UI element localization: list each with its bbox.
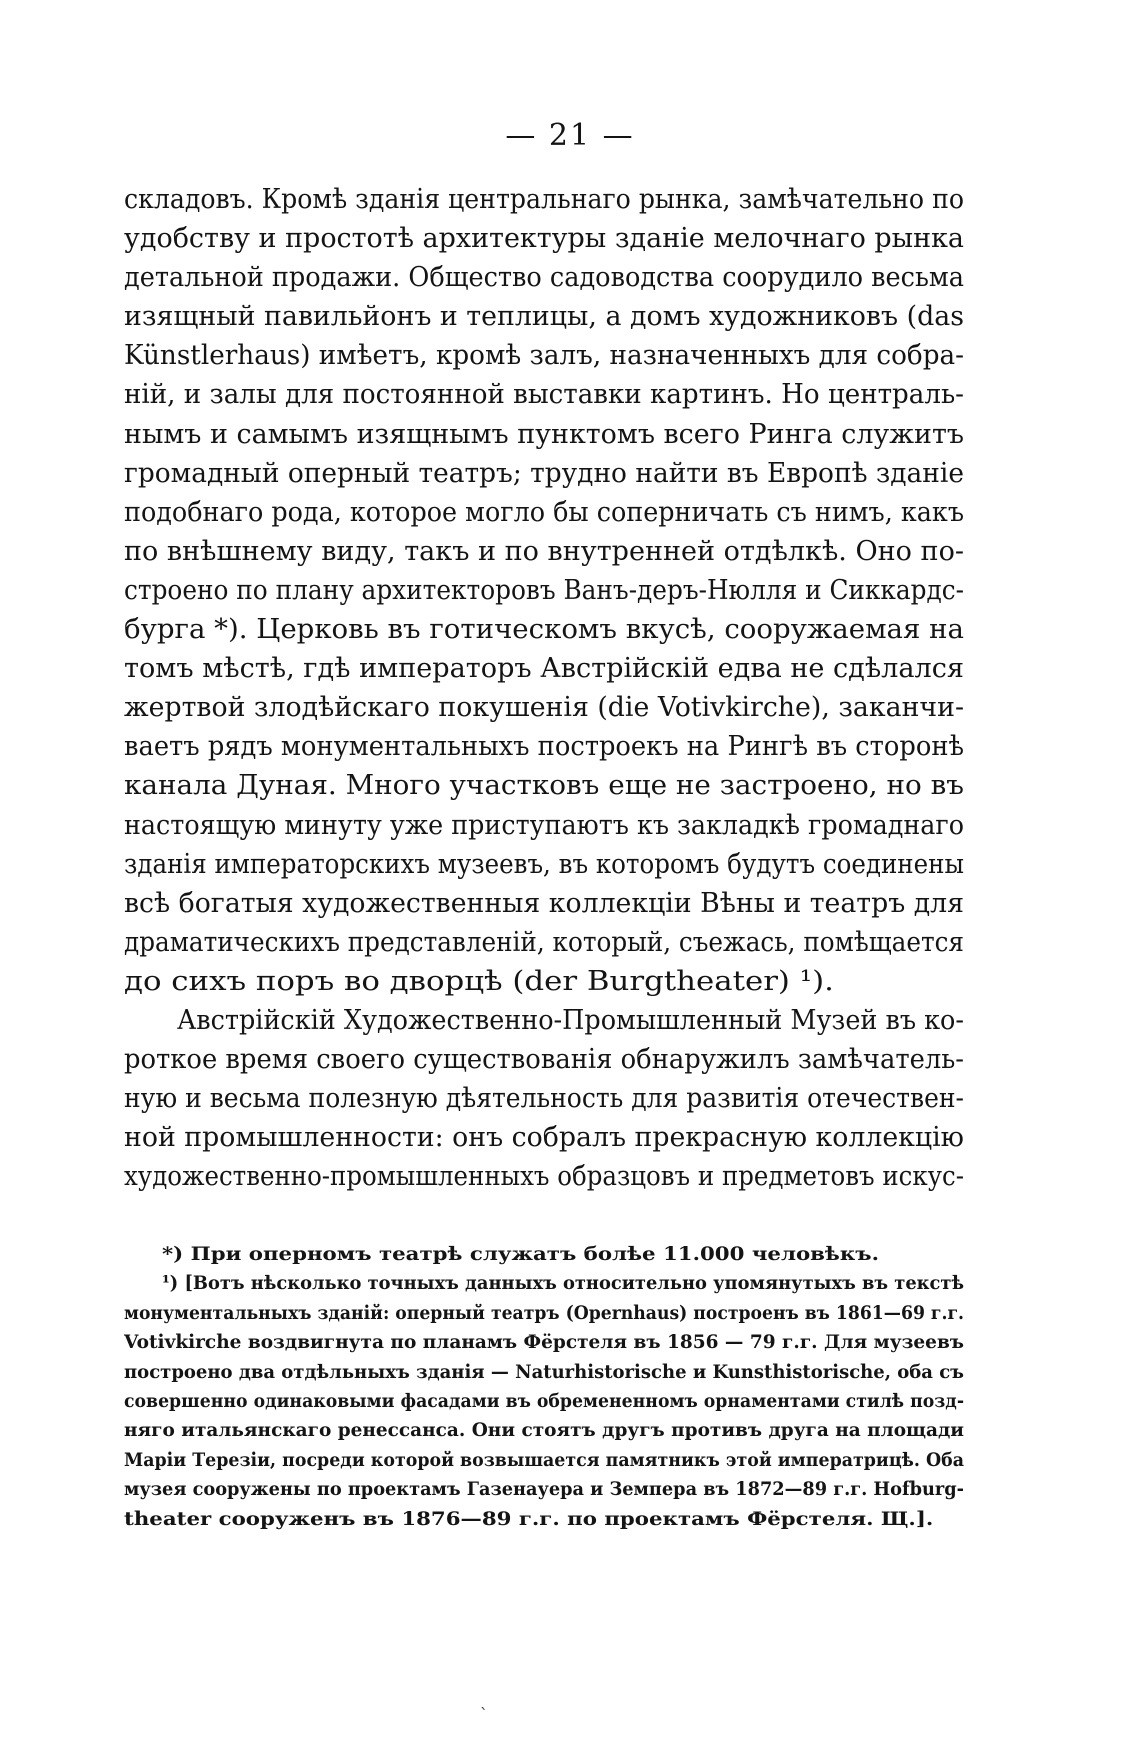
- text-line: ной промышленности: онъ собралъ прекрасную коллекцію: [124, 1121, 964, 1154]
- footnote-line: монументальныхъ зданій: оперный театръ (Opernhaus) построенъ въ 1861—69 г.г.: [124, 1301, 964, 1324]
- text-line: детальной продажи. Общество садоводства соорудило весьма: [124, 261, 964, 294]
- text-line: изящный павильйонъ и теплицы, а домъ художниковъ (das: [124, 300, 964, 333]
- footnote-line: музея сооружены по проектамъ Газенауера и Земпера въ 1872—89 г.г. Hofburg-: [124, 1478, 964, 1501]
- footnotes: [124, 1240, 964, 1534]
- footnote-line: построено два отдѣльныхъ зданія — Naturhistorische и Kunsthistorische, оба съ: [124, 1360, 964, 1383]
- text-line: ваетъ рядъ монументальныхъ построекъ на Рингѣ въ сторонѣ: [124, 730, 964, 763]
- text-line: складовъ. Кромѣ зданія центральнаго рынка, замѣчательно по: [124, 183, 964, 215]
- text-line: громадный оперный театръ; трудно найти въ Европѣ зданіе: [124, 456, 964, 489]
- text-line: зданія императорскихъ музеевъ, въ которомъ будутъ соединены: [124, 847, 964, 880]
- text-line: строено по плану архитекторовъ Ванъ-деръ-Нюлля и Сиккардс-: [124, 573, 964, 606]
- text-line: ную и весьма полезную дѣятельность для развитія отечествен-: [124, 1082, 964, 1115]
- footnote-line: *) При оперномъ театрѣ служатъ болѣе 11.000 человѣкъ.: [162, 1243, 879, 1265]
- footnote-line: theater сооруженъ въ 1876—89 г.г. по проектамъ Фёрстеля. Щ.].: [124, 1507, 934, 1530]
- text-line: бурга *). Церковь въ готическомъ вкусѣ, сооружаемая на: [124, 613, 964, 646]
- main-text: [124, 180, 964, 1196]
- text-line: ній, и залы для постоянной выставки картинъ. Но централь-: [124, 378, 964, 411]
- text-line: всѣ богатыя художественныя коллекціи Вѣны и театръ для: [124, 886, 964, 919]
- footnote-line: няго итальянскаго ренессанса. Они стоятъ другъ противъ друга на площади: [124, 1419, 964, 1442]
- text-line: по внѣшнему виду, такъ и по внутренней отдѣлкѣ. Оно по-: [124, 534, 964, 567]
- text-line: нымъ и самымъ изящнымъ пунктомъ всего Ринга служитъ: [124, 417, 964, 450]
- footnote-line: Votivkirche воздвигнута по планамъ Фёрстеля въ 1856 — 79 г.г. Для музеевъ: [124, 1331, 964, 1354]
- text-line: настоящую минуту уже приступаютъ къ закладкѣ громаднаго: [124, 808, 964, 841]
- text-line: томъ мѣстѣ, гдѣ императоръ Австрійскій едва не сдѣлался: [124, 652, 964, 685]
- text-line: роткое время своего существованія обнаружилъ замѣчатель-: [124, 1043, 964, 1076]
- text-line: Künstlerhaus) имѣетъ, кромѣ залъ, назначенныхъ для собра-: [124, 339, 964, 372]
- text-line: жертвой злодѣйскаго покушенія (die Votivkirche), заканчи-: [124, 691, 964, 724]
- stray-print-mark: `: [480, 1705, 488, 1724]
- text-line: подобнаго рода, которое могло бы соперничать съ нимъ, какъ: [124, 495, 964, 528]
- text-line: до сихъ поръ во дворцѣ (der Burgtheater) ¹).: [124, 964, 834, 997]
- footnote-line: ¹) [Вотъ нѣсколько точныхъ данныхъ относительно упомянутыхъ въ текстѣ: [162, 1272, 964, 1295]
- text-line: художественно-промышленныхъ образцовъ и предметовъ искус-: [124, 1160, 964, 1193]
- paragraph-start-line: Австрійскій Художественно-Промышленный Музей въ ко-: [177, 1003, 964, 1036]
- page-number: — 21 —: [505, 118, 635, 153]
- footnote-line: Маріи Терезіи, посреди которой возвышается памятникъ этой императрицѣ. Оба: [124, 1448, 964, 1471]
- text-line: драматическихъ представленій, который, съежась, помѣщается: [124, 925, 964, 958]
- text-line: канала Дуная. Много участковъ еще не застроено, но въ: [124, 769, 964, 802]
- footnote-line: совершенно одинаковыми фасадами въ обремененномъ орнаментами стилѣ позд-: [124, 1389, 964, 1412]
- text-line: удобству и простотѣ архитектуры зданіе мелочнаго рынка: [124, 222, 964, 255]
